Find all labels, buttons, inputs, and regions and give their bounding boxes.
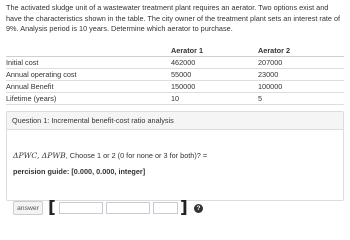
aerator-1-value: 150000	[167, 81, 255, 93]
aerator-table	[6, 45, 344, 105]
prompt-text: , Choose 1 or 2 (0 for none or 3 for both)? =	[65, 151, 208, 160]
right-bracket: ]	[180, 198, 188, 218]
question-panel	[6, 111, 344, 218]
row-label: Annual operating cost	[6, 69, 167, 81]
aerator-2-value: 5	[255, 93, 344, 105]
table-row	[6, 93, 344, 105]
answer-input-1[interactable]	[59, 202, 103, 214]
table-header-aerator-1: Aerator 1	[167, 45, 255, 57]
precision-guide: percision guide: [0.000, 0.000, integer]	[13, 167, 146, 176]
row-label: Annual Benefit	[6, 81, 167, 93]
aerator-2-value: 100000	[255, 81, 344, 93]
question-title: Question 1: Incremental benefit-cost ratio analysis	[7, 112, 343, 130]
answer-input-3[interactable]	[153, 202, 178, 214]
aerator-1-value: 10	[167, 93, 255, 105]
aerator-1-value: 462000	[167, 57, 255, 69]
table-header-cell	[6, 45, 167, 57]
aerator-2-value: 207000	[255, 57, 344, 69]
row-label: Initial cost	[6, 57, 167, 69]
aerator-1-value: 55000	[167, 69, 255, 81]
answer-input-2[interactable]	[106, 202, 150, 214]
table-row	[6, 81, 344, 93]
table-row	[6, 57, 344, 69]
question-prompt	[13, 151, 207, 160]
table-header-aerator-2: Aerator 2	[255, 45, 344, 57]
table-row	[6, 69, 344, 81]
problem-statement: The activated sludge unit of a wastewater treatment plant requires an aerator. Two options exist and have the characteristics shown in the table. The city owner of the treatment plant sets an interest rate of 9%. Analysis period is 10 years. Determine which aerator to purchase.	[6, 3, 341, 33]
aerator-2-value: 23000	[255, 69, 344, 81]
answer-button[interactable]: answer	[13, 201, 43, 215]
row-label: Lifetime (years)	[6, 93, 167, 105]
table-header-row	[6, 45, 344, 57]
left-bracket: [	[48, 198, 56, 218]
prompt-math: ΔPWC, ΔPWB	[13, 151, 66, 160]
help-icon[interactable]: ?	[194, 204, 203, 213]
